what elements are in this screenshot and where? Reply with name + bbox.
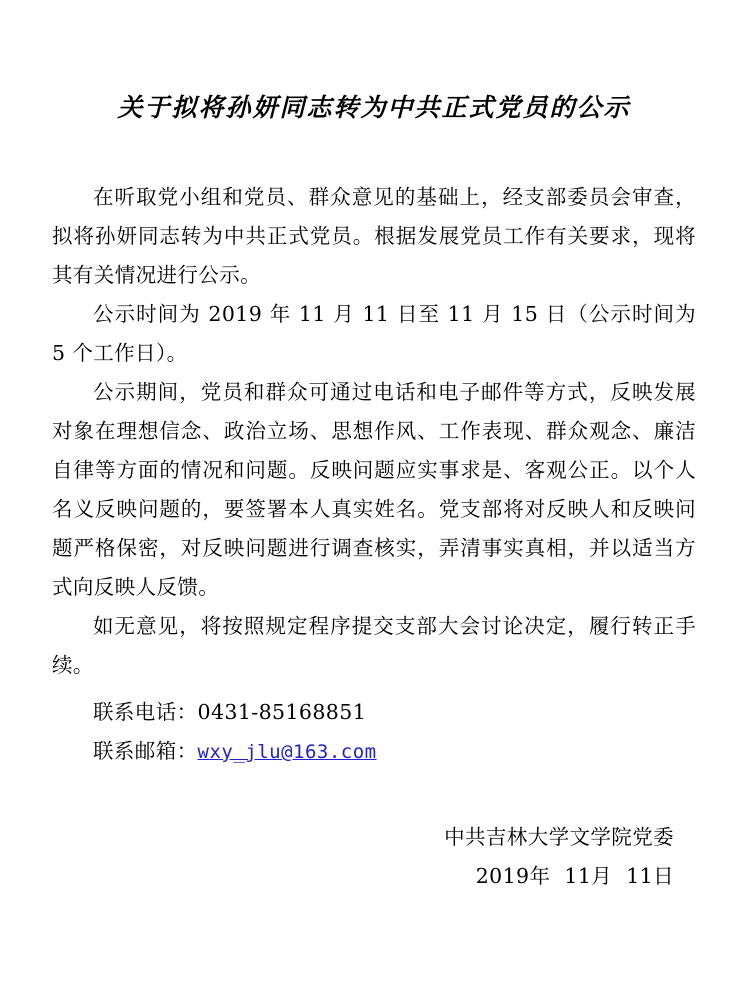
signature-organization: 中共吉林大学文学院党委	[444, 825, 674, 849]
signature-day: 11	[626, 864, 654, 888]
paragraph-1: 在听取党小组和党员、群众意见的基础上，经支部委员会审查，拟将孙妍同志转为中共正式党员。根据发展党员工作有关要求，现将其有关情况进行公示。	[52, 185, 696, 287]
paragraph-3: 公示期间，党员和群众可通过电话和电子邮件等方式，反映发展对象在理想信念、政治立场、思想作风、工作表现、群众观念、廉洁自律等方面的情况和问题。反映问题应实事求是、客观公正。以个人名义反映问题的，要签署本人真实姓名。党支部将对反映人和反映问题严格保密，对反映问题进行调查核实，弄清事实真相，并以适当方式向反映人反馈。	[52, 380, 696, 599]
contact-email-link[interactable]: wxy_jlu@163.com	[197, 741, 377, 763]
paragraph-4: 如无意见，将按照规定程序提交支部大会讨论决定，履行转正手续。	[52, 614, 696, 677]
contact-phone-value: 0431-85168851	[197, 700, 367, 724]
signature-day-unit: 日	[653, 864, 674, 888]
contact-email-line	[52, 732, 696, 772]
signature-year-unit: 年	[529, 864, 551, 888]
signature-month-unit: 月	[591, 864, 613, 888]
contact-phone-label: 联系电话：	[93, 700, 198, 724]
signature-date	[52, 857, 696, 896]
paragraph-2: 公示时间为 2019 年 11 月 11 日至 11 月 15 日（公示时间为 5 个工作日）。	[52, 302, 696, 365]
contact-phone-line	[52, 693, 696, 732]
spacer	[52, 685, 696, 693]
signature-year: 2019	[475, 864, 530, 888]
contact-email-label: 联系邮箱：	[93, 739, 198, 763]
signature-month: 11	[564, 864, 592, 888]
page-title: 关于拟将孙妍同志转为中共正式党员的公示	[117, 93, 631, 122]
